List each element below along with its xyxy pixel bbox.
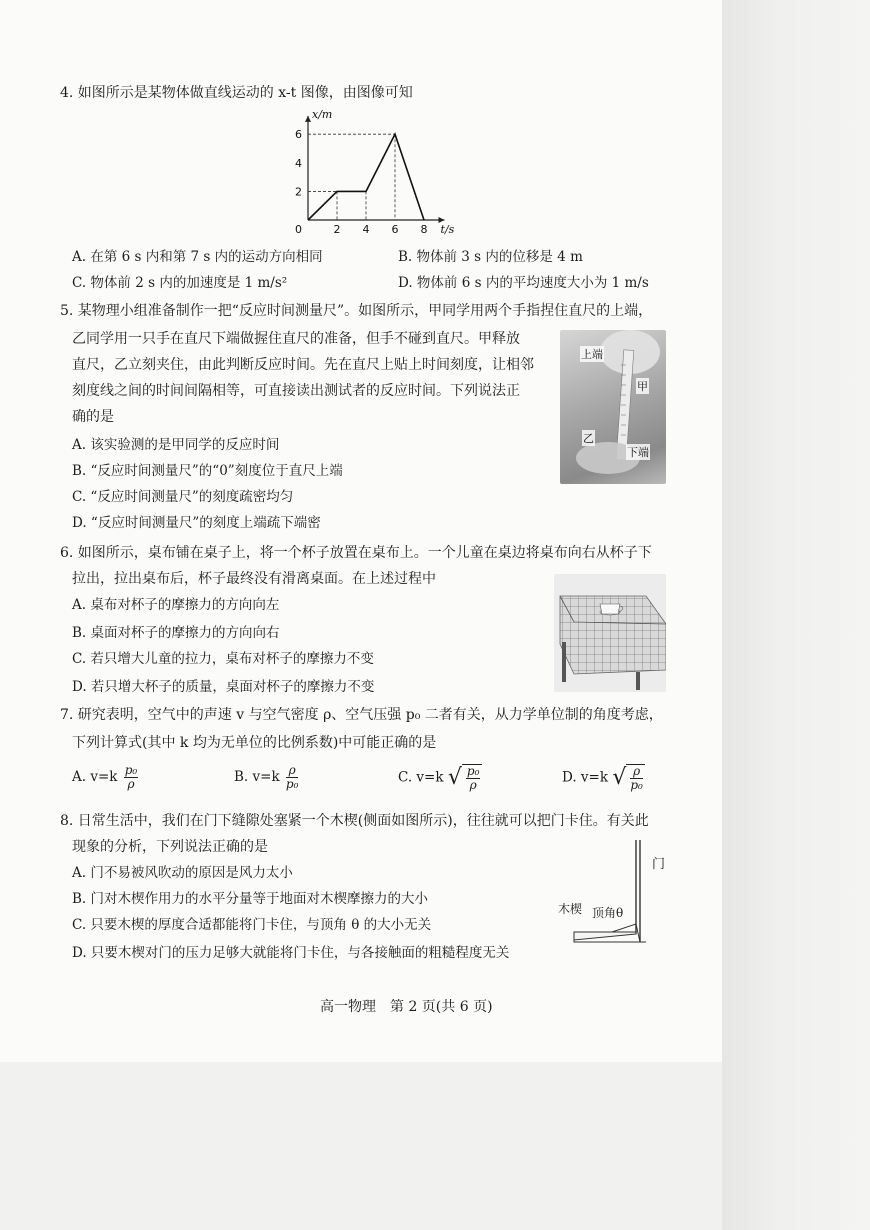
y-tick-label: 6 — [295, 128, 302, 142]
q4-option-c[interactable]: C. 物体前 2 s 内的加速度是 1 m/s² — [72, 275, 288, 291]
q7-option-d-prefix: D. v=k — [562, 769, 609, 786]
door-wedge-figure — [552, 838, 674, 950]
q7-option-c-fraction — [466, 765, 481, 792]
q8-option-b[interactable]: B. 门对木楔作用力的水平分量等于地面对木楔摩擦力的大小 — [72, 891, 429, 907]
q5-option-a[interactable]: A. 该实验测的是甲同学的反应时间 — [72, 437, 280, 453]
q8-stem-line: 现象的分析，下列说法正确的是 — [72, 839, 268, 855]
q7-d-denominator: p₀ — [630, 778, 643, 792]
q6-option-c[interactable]: C. 若只增大儿童的拉力，桌布对杯子的摩擦力不变 — [72, 651, 374, 667]
ruler-label-bottom: 下端 — [627, 446, 649, 459]
q8-option-c[interactable]: C. 只要木楔的厚度合适都能将门卡住，与顶角 θ 的大小无关 — [72, 917, 432, 933]
ruler-label-yi: 乙 — [583, 432, 594, 445]
q8-option-d[interactable]: D. 只要木楔对门的压力足够大就能将门卡住，与各接触面的粗糙程度无关 — [72, 945, 510, 961]
q4-xt-graph — [286, 108, 456, 240]
q7-c-denominator: ρ — [469, 778, 477, 792]
q6-option-a[interactable]: A. 桌布对杯子的摩擦力的方向向左 — [72, 597, 280, 613]
q4-option-a[interactable]: A. 在第 6 s 内和第 7 s 内的运动方向相同 — [72, 249, 323, 265]
q7-option-a-prefix: A. v=k — [72, 769, 118, 785]
tablecloth-illustration — [554, 574, 666, 692]
q5-stem-line: 乙同学用一只手在直尺下端做握住直尺的准备，但手不碰到直尺。甲释放 — [72, 331, 520, 347]
q4-option-d[interactable]: D. 物体前 6 s 内的平均速度大小为 1 m/s — [398, 275, 649, 291]
q5-option-c[interactable]: C. “反应时间测量尺”的刻度疏密均匀 — [72, 489, 294, 505]
q7-option-a-fraction — [124, 764, 139, 791]
q6-stem-line: 拉出，拉出桌布后，杯子最终没有滑离桌面。在上述过程中 — [72, 571, 436, 587]
q8-stem-line: 8. 日常生活中，我们在门下缝隙处塞紧一个木楔(侧面如图所示)，往往就可以把门卡住。有关此 — [60, 813, 649, 829]
sqrt-symbol: √ — [447, 765, 462, 790]
q7-option-b-fraction — [286, 764, 299, 791]
q5-stem-line: 确的是 — [72, 409, 114, 425]
x-axis-label: t/s — [440, 223, 455, 236]
ruler-label-top: 上端 — [581, 348, 603, 361]
q7-option-b[interactable] — [234, 764, 300, 800]
q5-stem-line: 刻度线之间的时间间隔相等，可直接读出测试者的反应时间。下列说法正 — [72, 383, 520, 399]
y-tick-label: 4 — [295, 156, 302, 170]
tablecloth-drawing — [554, 574, 666, 692]
q7-stem-line: 7. 研究表明，空气中的声速 v 与空气密度 ρ、空气压强 p₀ 二者有关，从力学单位制的角度考虑， — [60, 707, 663, 723]
scan-margin — [722, 0, 870, 1230]
x-tick-label: 8 — [420, 223, 428, 236]
x-tick-label: 2 — [333, 223, 341, 236]
q7-b-denominator: p₀ — [285, 777, 299, 791]
q4-option-b[interactable]: B. 物体前 3 s 内的位移是 4 m — [398, 249, 583, 265]
q7-b-numerator: ρ — [286, 764, 299, 778]
x-tick-label: 4 — [362, 223, 370, 236]
q7-d-numerator: ρ — [630, 765, 643, 779]
q6-stem-line: 6. 如图所示，桌布铺在桌子上，将一个杯子放置在桌布上。一个儿童在桌边将桌布向右从杯子下 — [60, 545, 652, 561]
q7-option-a[interactable] — [72, 764, 140, 800]
q5-stem-line: 5. 某物理小组准备制作一把“反应时间测量尺”。如图所示，甲同学用两个手指捏住直尺的上端， — [60, 303, 653, 319]
q5-option-d[interactable]: D. “反应时间测量尺”的刻度上端疏下端密 — [72, 515, 321, 531]
q7-option-c-prefix: C. v=k — [398, 769, 444, 786]
q5-stem-line: 直尺，乙立刻夹住，由此判断反应时间。先在直尺上贴上时间刻度，让相邻 — [72, 357, 534, 373]
page-footer: 高一物理 第 2 页(共 6 页) — [320, 999, 493, 1015]
q7-option-c[interactable] — [398, 764, 482, 800]
x-tick-label: 6 — [391, 223, 399, 236]
q8-option-a[interactable]: A. 门不易被风吹动的原因是风力太小 — [72, 865, 293, 881]
door-label: 门 — [652, 857, 666, 872]
wedge-label: 木楔 — [558, 902, 583, 916]
y-axis-label: x/m — [312, 108, 333, 121]
ruler-illustration — [560, 330, 666, 484]
ruler-photo — [560, 330, 666, 484]
q7-option-d[interactable] — [562, 764, 645, 800]
q5-option-b[interactable]: B. “反应时间测量尺”的“0”刻度位于直尺上端 — [72, 463, 343, 479]
q6-option-b[interactable]: B. 桌面对杯子的摩擦力的方向向右 — [72, 625, 280, 641]
q7-stem-line: 下列计算式(其中 k 均为无单位的比例系数)中可能正确的是 — [72, 735, 437, 751]
q6-option-d[interactable]: D. 若只增大杯子的质量，桌面对杯子的摩擦力不变 — [72, 679, 375, 695]
q7-option-d-fraction — [630, 765, 643, 792]
origin-label: 0 — [295, 223, 302, 236]
sqrt-symbol: √ — [612, 765, 627, 790]
q7-a-numerator: p₀ — [124, 763, 138, 777]
q7-option-d-radicand — [626, 764, 645, 792]
q4-stem: 4. 如图所示是某物体做直线运动的 x-t 图像，由图像可知 — [60, 85, 413, 101]
q7-option-b-prefix: B. v=k — [234, 769, 280, 785]
y-tick-label: 2 — [295, 185, 302, 199]
q7-option-c-radicand — [462, 764, 483, 792]
q7-a-denominator: ρ — [127, 777, 135, 791]
ruler-label-jia: 甲 — [637, 380, 648, 393]
angle-label: 顶角θ — [592, 906, 624, 920]
q7-c-numerator: p₀ — [466, 764, 480, 778]
y-axis-arrow — [305, 116, 311, 122]
